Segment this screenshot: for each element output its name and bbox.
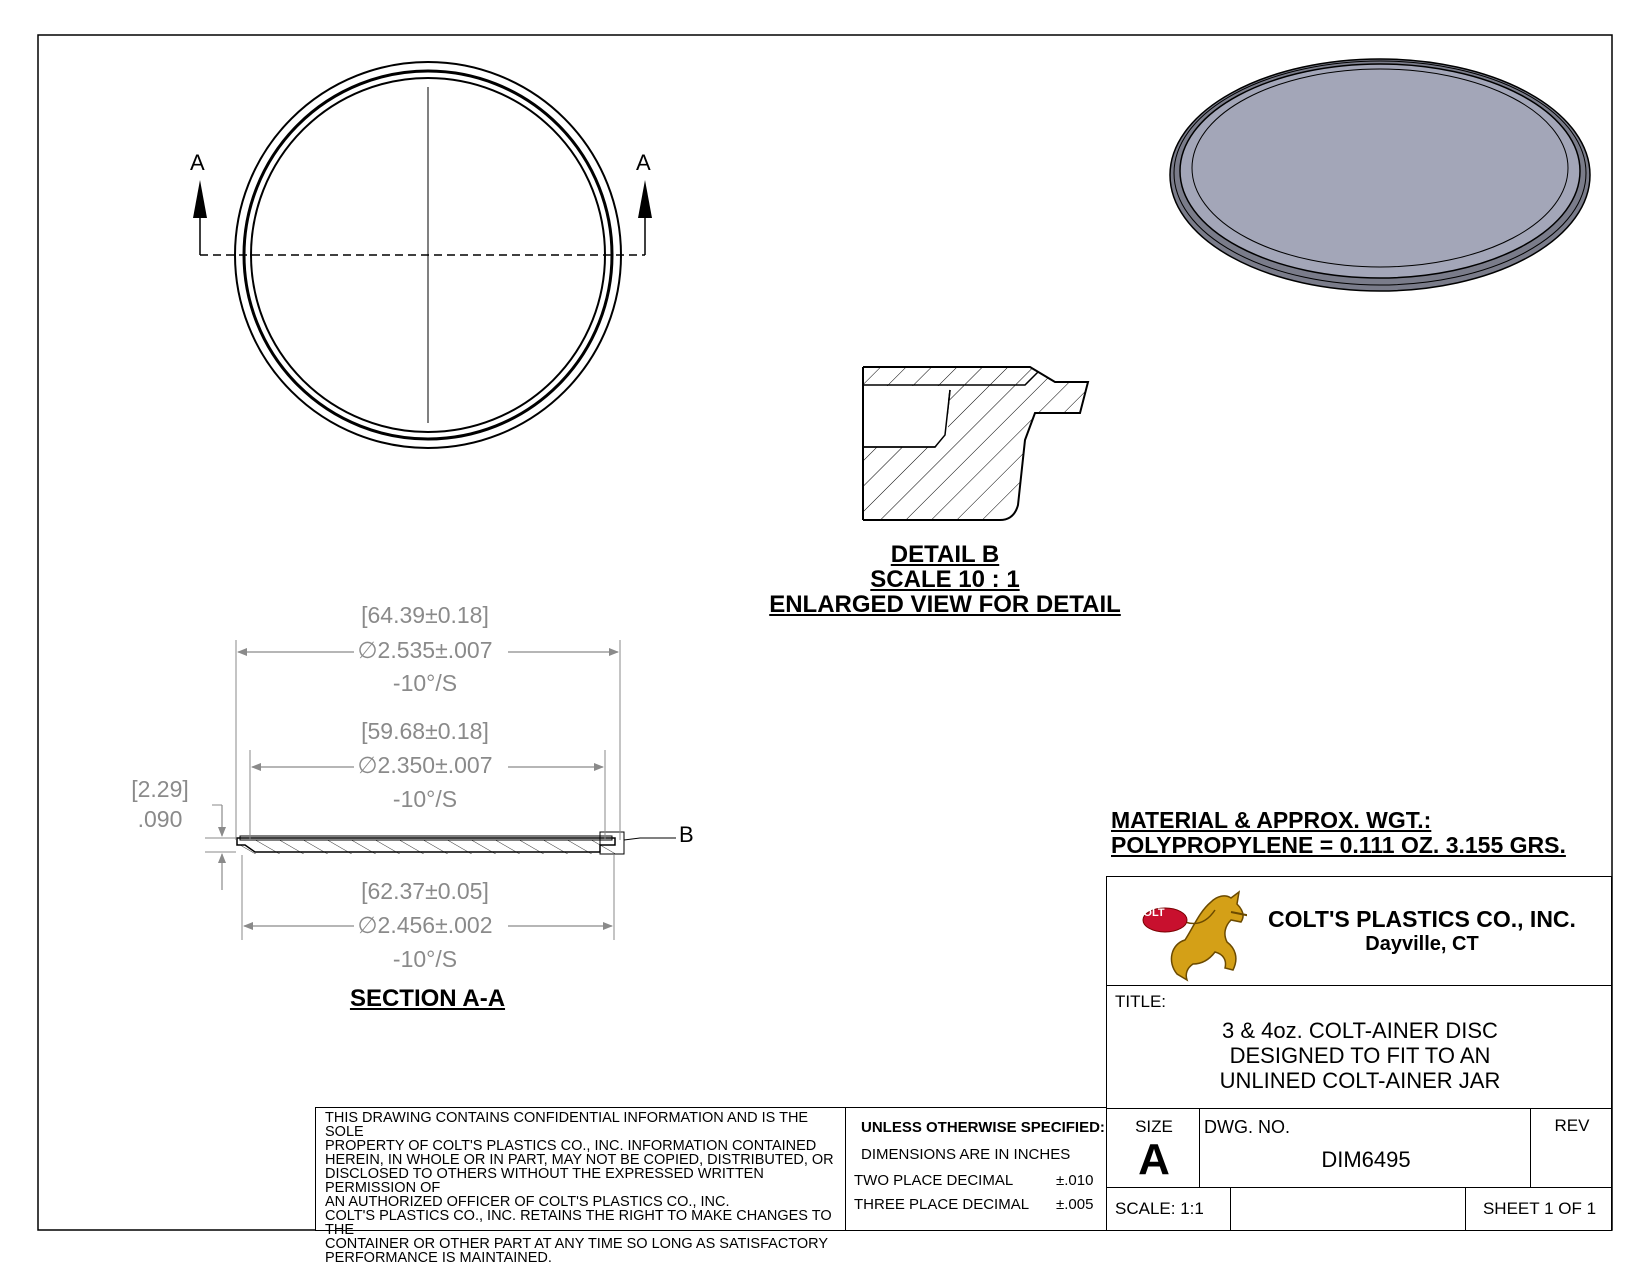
dwg-value: DIM6495 <box>1321 1147 1411 1172</box>
dim-thickness-inch: .090 <box>137 806 183 832</box>
detail-note: ENLARGED VIEW FOR DETAIL <box>769 591 1121 618</box>
scale-cell <box>1106 1187 1231 1231</box>
title-box <box>1106 985 1612 1109</box>
sheet-text: SHEET 1 OF 1 <box>1482 1199 1597 1218</box>
tol2-value: ±.010 <box>1056 1172 1094 1189</box>
company-box <box>1106 876 1612 986</box>
dim-thickness-metric: [2.29] <box>131 776 189 802</box>
dim-inner-metric: [59.68±0.18] <box>361 718 489 744</box>
dim-inner-inch: ∅2.350±.007 <box>357 752 493 778</box>
blank-cell <box>1230 1187 1466 1231</box>
detail-b-view <box>863 367 1088 520</box>
title-label: TITLE: <box>1115 992 1167 1011</box>
note-line: CONTAINER OR OTHER PART AT ANY TIME SO LONG AS SATISFACTORY <box>325 1236 829 1252</box>
note-line: PROPERTY OF COLT'S PLASTICS CO., INC. INFORMATION CONTAINED <box>325 1138 817 1154</box>
detail-b-leader <box>624 838 676 840</box>
section-title: SECTION A-A <box>349 985 506 1012</box>
company-location: Dayville, CT <box>1365 933 1479 955</box>
title-line: DESIGNED TO FIT TO AN <box>1229 1043 1491 1068</box>
title-line: 3 & 4oz. COLT-AINER DISC <box>1222 1018 1498 1043</box>
dim-outer-draft: -10°/S <box>392 670 458 696</box>
note-line: THIS DRAWING CONTAINS CONFIDENTIAL INFORMATION AND IS THE SOLE <box>325 1110 809 1140</box>
sheet-cell <box>1465 1187 1612 1231</box>
dim-plug-metric: [62.37±0.05] <box>361 878 489 904</box>
section-label-left: A <box>190 150 205 175</box>
tolerance-box <box>845 1107 1107 1231</box>
dim-plug-inch: ∅2.456±.002 <box>357 912 493 938</box>
tol2-label: TWO PLACE DECIMAL <box>854 1172 1014 1189</box>
scale-text: SCALE: 1:1 <box>1115 1199 1204 1218</box>
dwg-label: DWG. NO. <box>1204 1117 1290 1137</box>
material-value: POLYPROPYLENE = 0.111 OZ. 3.155 GRS. <box>1111 832 1566 858</box>
rev-label: REV <box>1554 1116 1590 1135</box>
note-line: PERFORMANCE IS MAINTAINED. <box>325 1250 552 1266</box>
dim-outer-inch: ∅2.535±.007 <box>357 637 493 663</box>
section-label-right: A <box>636 150 651 175</box>
drawing-title <box>1107 1018 1613 1093</box>
note-line: HEREIN, IN WHOLE OR IN PART, MAY NOT BE COPIED, DISTRIBUTED, OR <box>325 1152 834 1168</box>
detail-callout-label: B <box>679 822 694 847</box>
title-line: UNLINED COLT-AINER JAR <box>1219 1068 1501 1093</box>
dim-plug-draft: -10°/S <box>392 946 458 972</box>
note-line: DISCLOSED TO OTHERS WITHOUT THE EXPRESSED WRITTEN PERMISSION OF <box>325 1166 764 1196</box>
dwg-number-cell <box>1199 1108 1531 1188</box>
colt-horse-logo <box>1127 882 1247 982</box>
confidential-notes-box <box>315 1107 846 1266</box>
size-label: SIZE <box>1135 1117 1173 1136</box>
company-name: COLT'S PLASTICS CO., INC. <box>1268 906 1576 932</box>
dim-outer-metric: [64.39±0.18] <box>361 602 489 628</box>
note-line: COLT'S PLASTICS CO., INC. RETAINS THE RIGHT TO MAKE CHANGES TO THE <box>325 1208 832 1238</box>
unless-header: UNLESS OTHERWISE SPECIFIED: <box>861 1119 1105 1136</box>
detail-title: DETAIL B <box>890 541 1000 568</box>
note-line: AN AUTHORIZED OFFICER OF COLT'S PLASTICS CO., INC. <box>325 1194 730 1210</box>
size-cell <box>1106 1108 1200 1188</box>
top-view <box>193 62 652 448</box>
rev-cell <box>1530 1108 1612 1188</box>
material-header: MATERIAL & APPROX. WGT.: <box>1111 807 1432 833</box>
units-note: DIMENSIONS ARE IN INCHES <box>861 1146 1071 1163</box>
isometric-view <box>1170 59 1590 291</box>
size-value: A <box>1138 1135 1170 1184</box>
tol3-value: ±.005 <box>1056 1196 1094 1213</box>
tol3-label: THREE PLACE DECIMAL <box>854 1196 1030 1213</box>
confidential-notes <box>325 1111 845 1265</box>
dim-inner-draft: -10°/S <box>392 786 458 812</box>
detail-scale: SCALE 10 : 1 <box>870 566 1020 593</box>
logo-text: COLT <box>1135 907 1165 919</box>
